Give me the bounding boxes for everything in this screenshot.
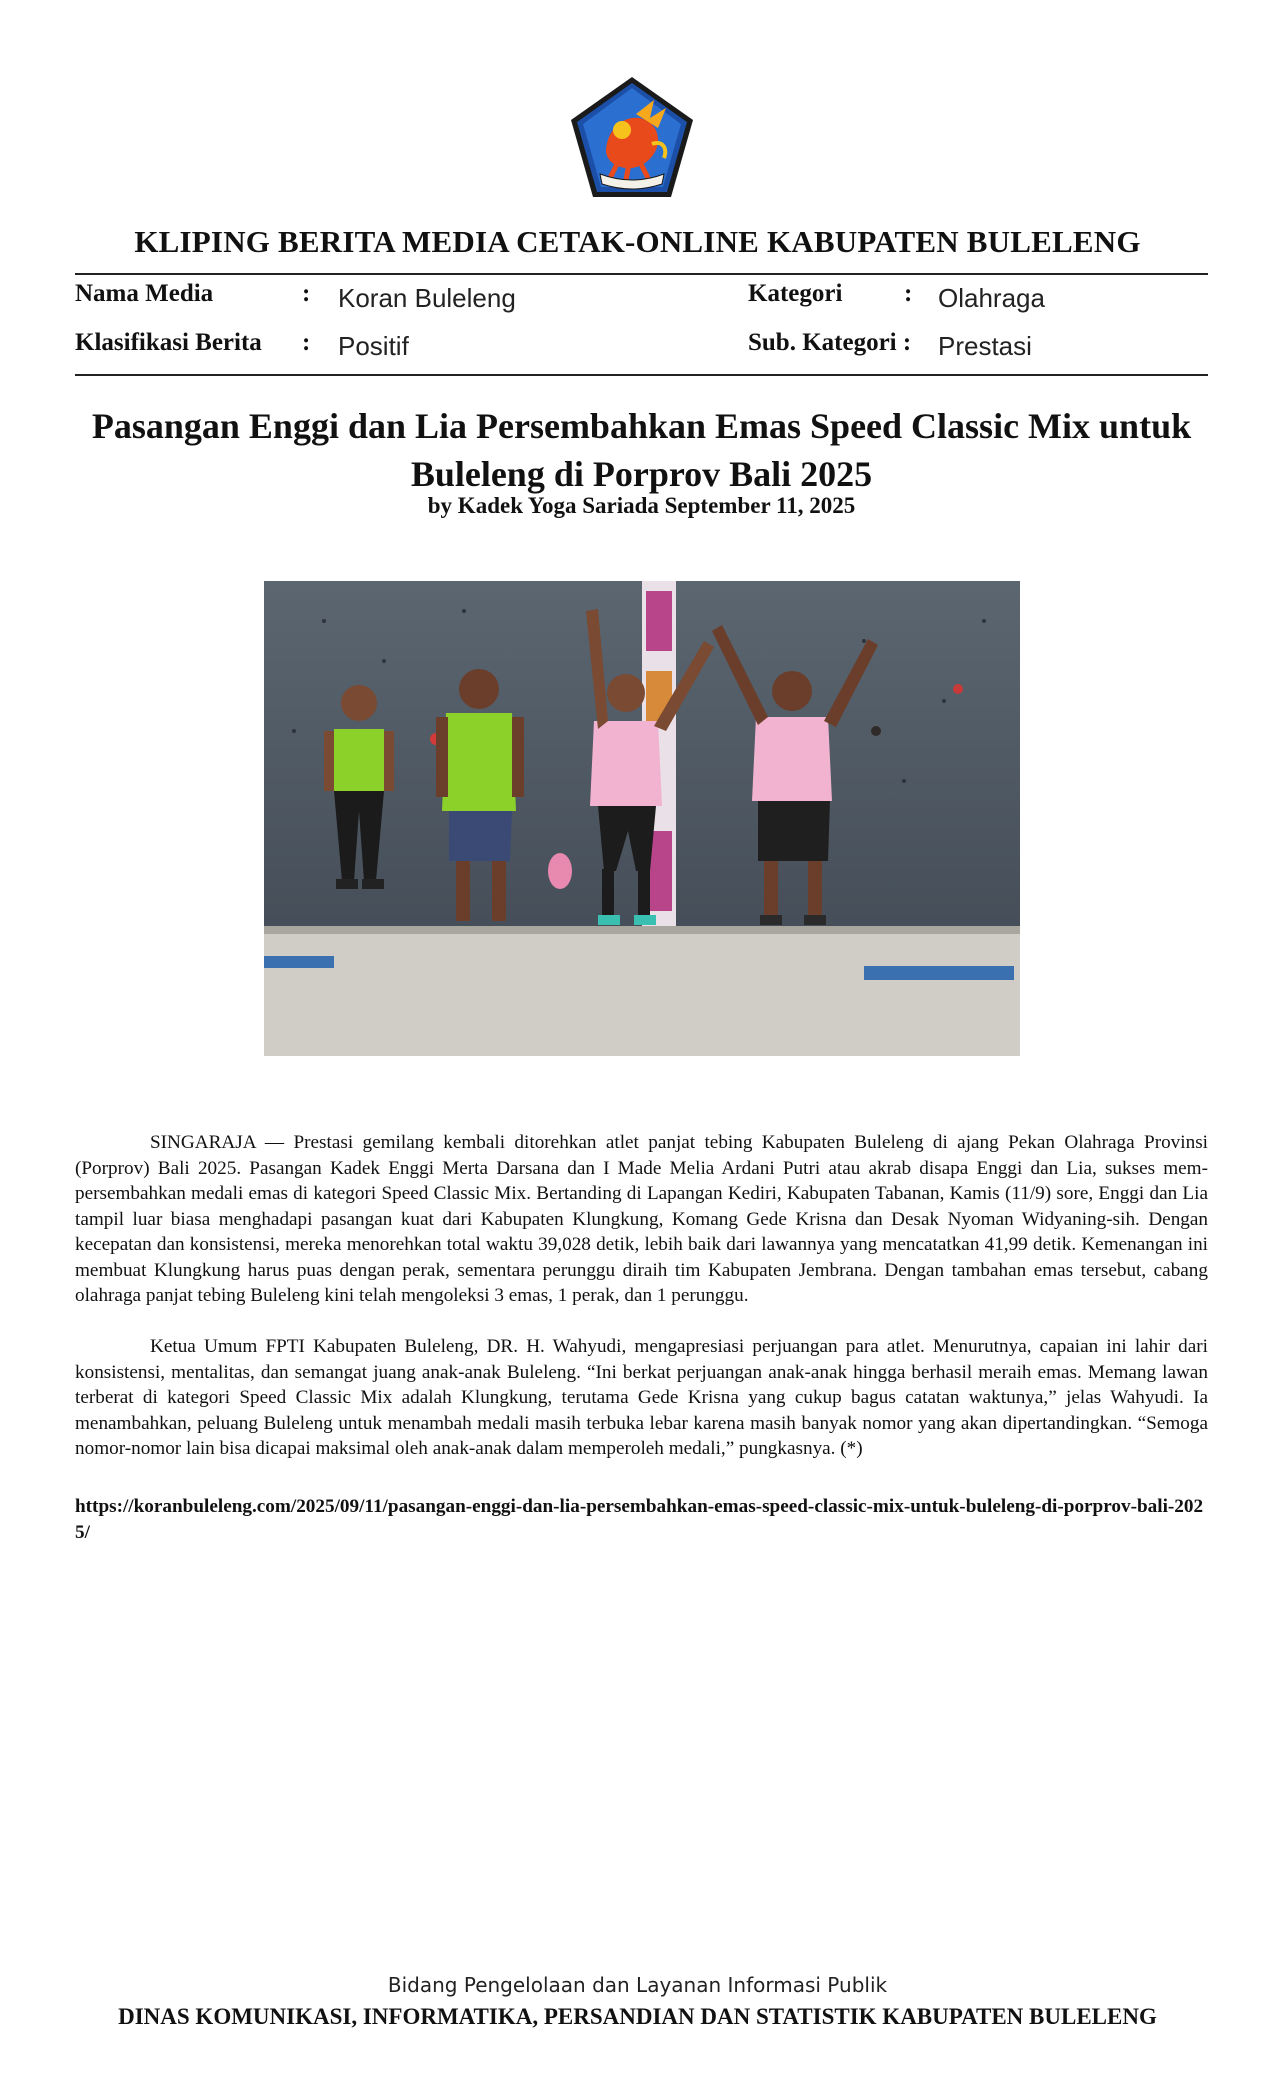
singa-ambara-raja-logo-icon bbox=[566, 74, 698, 201]
kategori-value: Olahraga bbox=[938, 283, 1045, 313]
kategori-colon: : bbox=[904, 280, 913, 307]
headline-line-1: Pasangan Enggi dan Lia Persembahkan Emas Speed Classic Mix untuk bbox=[91, 406, 1192, 446]
media-value: Koran Buleleng bbox=[338, 283, 516, 313]
header-divider-top bbox=[75, 273, 1208, 275]
klasifikasi-colon: : bbox=[302, 329, 311, 356]
article-paragraph-1: SINGARAJA — Prestasi gemilang kembali ditorehkan atlet panjat tebing Kabupaten Buleleng di ajang Pekan Olahraga Provinsi (Porprov) Bali 2025. Pasangan Kadek Enggi Merta Darsana dan I Made Melia Ardani Putri atau akrab disapa Enggi dan Lia, sukses mem-persembahkan medali emas di kategori Speed Classic Mix. Bertanding di Lapangan Kediri, Kabupaten Tabanan, Kamis (11/9) sore, Enggi dan Lia tampil luar biasa menghadapi pasangan kuat dari Kabupaten Klungkung, Komang Gede Krisna dan Desak Nyoman Widyaning-sih. Dengan kecepatan dan konsistensi, mereka menorehkan total waktu 39,028 detik, lebih baik dari lawannya yang mencatatkan 41,99 detik. Kemenangan ini membuat Klungkung harus puas dengan perak, sementara perunggu diraih tim Kabupaten Jembrana. Dengan tambahan emas tersebut, cabang olahraga panjat tebing Buleleng kini telah mengoleksi 3 emas, 1 perak, dan 1 perunggu. bbox=[75, 1132, 1208, 1306]
article-headline bbox=[75, 402, 1208, 498]
subkategori-value: Prestasi bbox=[938, 331, 1032, 361]
article-paragraph-2: Ketua Umum FPTI Kabupaten Buleleng, DR. H. Wahyudi, mengapresiasi perjuangan para atlet. Menurutnya, capaian ini lahir dari konsistensi, mentalitas, dan semangat juang anak-anak Buleleng. “Ini berkat perjuangan anak-anak hingga berhasil meraih emas. Memang lawan terberat di kategori Speed Classic Mix adalah Klungkung, terutama Gede Krisna yang cukup bagus catatan waktunya,” jelas Wahyudi. Ia menambahkan, peluang Buleleng untuk menambah medali masih terbuka lebar karena masih banyak nomor yang akan dipertandingkan. “Semoga nomor-nomor lain bisa dicapai maksimal oleh anak-anak dalam memperoleh medali,” pungkasnya. (*) bbox=[75, 1336, 1208, 1459]
klasifikasi-label: Klasifikasi Berita bbox=[75, 329, 262, 356]
klasifikasi-value: Positif bbox=[338, 331, 409, 361]
article-byline: by Kadek Yoga Sariada September 11, 2025 bbox=[427, 493, 856, 518]
climbing-athletes-photo-icon bbox=[264, 581, 1020, 1056]
subkategori-label: Sub. Kategori : bbox=[748, 329, 912, 356]
media-label: Nama Media bbox=[75, 280, 214, 307]
kategori-label: Kategori bbox=[748, 280, 843, 307]
document-header-title: KLIPING BERITA MEDIA CETAK-ONLINE KABUPATEN BULELENG bbox=[134, 224, 1141, 259]
source-url[interactable]: https://koranbuleleng.com/2025/09/11/pasangan-enggi-dan-lia-persembahkan-emas-speed-classic-mix-untuk-buleleng-di-porprov-bali-2025/ bbox=[75, 1496, 1204, 1543]
footer-subtitle: Bidang Pengelolaan dan Layanan Informasi Publik bbox=[387, 1973, 888, 1997]
header-divider-bottom bbox=[75, 374, 1208, 376]
footer-title: DINAS KOMUNIKASI, INFORMATIKA, PERSANDIAN DAN STATISTIK KABUPATEN BULELENG bbox=[118, 2004, 1157, 2029]
headline-line-2: Buleleng di Porprov Bali 2025 bbox=[410, 454, 873, 494]
media-colon: : bbox=[302, 280, 311, 307]
